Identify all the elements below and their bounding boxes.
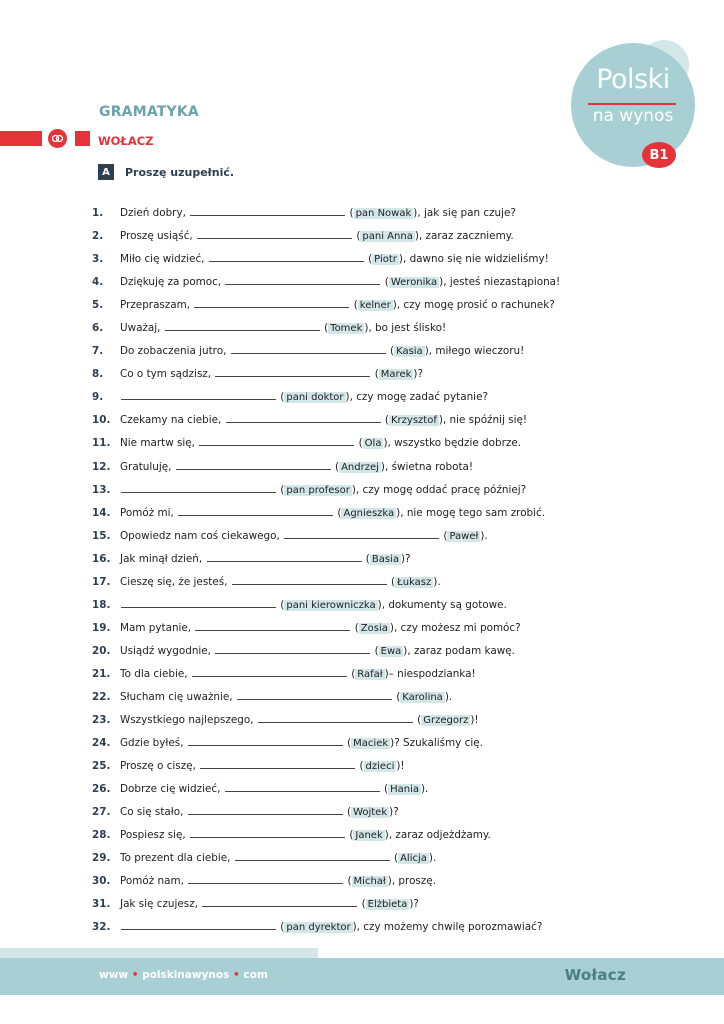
answer-blank[interactable] (225, 275, 380, 285)
exercise-row: 29. To prezent dla ciebie, ( Alicja ) . (92, 852, 437, 865)
exercise-hint: Grzegorz (423, 715, 469, 727)
exercise-hint: Alicja (400, 853, 427, 865)
exercise-row: 30. Pomóż nam, ( Michał ) , proszę. (92, 875, 436, 888)
exercise-text-after: . (448, 690, 453, 703)
exercise-text-before: Mam pytanie, (120, 621, 192, 634)
exercise-hint: pani kierowniczka (286, 599, 376, 611)
exercise-text-after: , proszę. (391, 875, 436, 888)
footer-light-band (0, 948, 318, 958)
exercise-text-after: , czy możesz mi pomóc? (393, 621, 521, 634)
exercise-hint: Tomek (330, 323, 363, 335)
exercise-text-before: Dzień dobry, (120, 207, 186, 219)
exercise-number: 27. (92, 806, 111, 819)
exercise-row: 20. Usiądź wygodnie, ( Ewa ) , zaraz podam kawę. (92, 644, 515, 657)
exercise-number: 18. (92, 598, 111, 611)
red-accent-bar (0, 131, 42, 146)
exercise-hint: Elżbieta (367, 899, 408, 911)
exercise-text-after: , zaraz podam kawę. (407, 644, 515, 657)
exercise-text-before: Proszę usiąść, (120, 230, 193, 243)
exercise-row: 14. Pomóż mi, ( Agnieszka ) , nie mogę tego sam zrobić. (92, 506, 546, 519)
answer-blank[interactable] (226, 413, 381, 423)
exercise-text-before: Pomóż mi, (120, 506, 174, 519)
footer-url-separator: • (233, 969, 240, 981)
exercise-number: 10. (92, 414, 111, 427)
exercise-row: 11. Nie martw się, ( Ola ) , wszystko będzie dobrze. (92, 437, 522, 450)
exercise-number: 31. (92, 898, 111, 911)
exercise-text-before: Cieszę się, że jesteś, (120, 575, 228, 588)
answer-blank[interactable] (121, 598, 276, 608)
exercise-hint: Zosia (360, 622, 388, 634)
exercise-row: 21. To dla ciebie, ( Rafał ) – niespodzianka! (92, 667, 476, 680)
exercise-row: 1. Dzień dobry, ( pan Nowak ) , jak się pan czuje? (92, 207, 516, 219)
exercise-text-before: Co o tym sądzisz, (120, 368, 212, 381)
exercise-row: 17. Cieszę się, że jesteś, ( Łukasz ) . (92, 575, 441, 588)
exercise-hint: Piotr (374, 254, 397, 266)
footer-url-tld: com (243, 969, 268, 981)
exercise-text-after: , czy mogę zadać pytanie? (349, 391, 488, 404)
exercise-number: 29. (92, 852, 111, 865)
exercise-number: 28. (92, 829, 111, 842)
exercise-row: 25. Proszę o ciszę, ( dzieci ) ! (92, 760, 405, 773)
answer-blank[interactable] (197, 229, 352, 239)
answer-blank[interactable] (192, 667, 347, 677)
exercise-number: 11. (92, 437, 111, 450)
exercise-text-before: Miło cię widzieć, (120, 253, 205, 266)
exercise-text-after: , czy mogę oddać pracę później? (355, 483, 527, 496)
exercise-text-after: , czy możemy chwilę porozmawiać? (356, 921, 543, 934)
exercise-hint: dzieci (365, 761, 395, 773)
exercise-row: 28. Pospiesz się, ( Janek ) , zaraz odjeżdżamy. (92, 829, 491, 842)
logo-circle (571, 43, 695, 167)
exercise-text-before: Do zobaczenia jutro, (120, 345, 227, 358)
exercise-text-before: To dla ciebie, (120, 667, 188, 680)
exercise-text-before: Pomóż nam, (120, 875, 184, 888)
exercise-text-after: , bo jest ślisko! (368, 322, 447, 335)
exercise-text-after: , zaraz odjeżdżamy. (388, 829, 491, 842)
exercise-number: 5. (92, 299, 104, 312)
exercise-row: 18. ( pani kierowniczka ) , dokumenty są gotowe. (92, 598, 507, 611)
exercise-text-before: Co się stało, (120, 806, 184, 819)
answer-blank[interactable] (235, 851, 390, 861)
exercise-row: 8. Co o tym sądzisz, ( Marek ) ? (92, 368, 423, 381)
answer-blank[interactable] (200, 759, 355, 769)
exercise-row: 4. Dziękuję za pomoc, ( Weronika ) , jesteś niezastąpiona! (92, 276, 561, 289)
exercise-text-before: Gdzie byłeś, (120, 737, 184, 750)
exercise-text-after: ! (400, 760, 405, 773)
exercise-hint: Basia (371, 553, 399, 565)
exercise-text-after: , świetna robota! (384, 460, 474, 473)
answer-blank[interactable] (237, 690, 392, 700)
exercise-number: 24. (92, 737, 111, 750)
exercise-hint: Łukasz (397, 576, 432, 588)
exercise-number: 23. (92, 714, 111, 727)
exercise-hint: pan profesor (286, 484, 350, 496)
exercise-number: 17. (92, 575, 111, 588)
section-title: GRAMATYKA (99, 104, 199, 120)
exercise-hint: Kasia (396, 346, 423, 358)
exercise-hint: pani doktor (286, 392, 344, 404)
topic-subtitle: WOŁACZ (98, 134, 154, 148)
exercise-hint: Marek (380, 369, 412, 381)
exercise-text-after: ? (393, 806, 399, 819)
answer-blank[interactable] (188, 805, 343, 815)
exercise-row: 27. Co się stało, ( Wojtek ) ? (92, 806, 399, 819)
exercise-text-after: . (425, 783, 429, 796)
exercise-row: 23. Wszystkiego najlepszego, ( Grzegorz ) ! (92, 714, 479, 727)
exercise-text-before: Usiądź wygodnie, (120, 644, 211, 657)
exercise-hint: Hania (390, 784, 419, 796)
exercise-number: 21. (92, 667, 111, 680)
exercise-hint: Andrzej (341, 461, 379, 473)
exercise-text-after: , nie spóźnij się! (442, 414, 528, 427)
footer-url[interactable] (99, 969, 268, 981)
exercise-row: 6. Uważaj, ( Tomek ) , bo jest ślisko! (92, 322, 447, 335)
answer-blank[interactable] (188, 874, 343, 884)
exercise-row: 16. Jak minął dzień, ( Basia ) ? (92, 552, 411, 565)
exercise-text-before: Dobrze cię widzieć, (120, 783, 221, 796)
exercise-hint: pan dyrektor (286, 922, 351, 934)
exercise-hint: Krzysztof (390, 415, 437, 427)
exercise-row: 10. Czekamy na ciebie, ( Krzysztof ) , nie spóźnij się! (92, 414, 528, 427)
exercise-number: 20. (92, 644, 111, 657)
exercise-row: 15. Opowiedz nam coś ciekawego, ( Paweł ) . (92, 529, 488, 542)
exercise-hint: Rafał (357, 668, 383, 680)
exercise-text-after: – niespodzianka! (388, 667, 476, 680)
exercise-number: 4. (92, 276, 104, 289)
exercise-hint: Ewa (380, 645, 402, 657)
exercise-hint: Maciek (353, 738, 389, 750)
answer-blank[interactable] (121, 390, 276, 400)
footer-topic: Wołacz (564, 966, 626, 984)
exercise-text-after: , zaraz zaczniemy. (418, 230, 514, 243)
footer-url-separator: • (131, 969, 139, 981)
exercise-hint: Ola (364, 438, 382, 450)
exercise-number: 2. (92, 230, 104, 243)
exercise-list (92, 206, 702, 944)
exercise-text-before: Wszystkiego najlepszego, (120, 714, 254, 727)
topic-icon (48, 129, 67, 148)
answer-blank[interactable] (258, 713, 413, 723)
exercise-text-before: Jak się czujesz, (120, 898, 198, 911)
exercise-hint: pan Nowak (355, 208, 412, 219)
footer-url-domain: polskinawynos (142, 969, 230, 981)
exercise-number: 30. (92, 875, 111, 888)
red-accent-square (75, 131, 90, 146)
exercise-text-before: To prezent dla ciebie, (120, 852, 231, 865)
answer-blank[interactable] (195, 621, 350, 631)
exercise-row: 24. Gdzie byłeś, ( Maciek ) ? Szukaliśmy cię. (92, 737, 483, 750)
exercise-number: 7. (92, 345, 104, 358)
exercise-number: 13. (92, 483, 111, 496)
exercise-row: 26. Dobrze cię widzieć, ( Hania ) . (92, 783, 429, 796)
exercise-text-before: Czekamy na ciebie, (120, 414, 222, 427)
exercise-text-after: , miłego wieczoru! (428, 345, 525, 358)
exercise-text-before: Opowiedz nam coś ciekawego, (120, 529, 280, 542)
exercise-number: 3. (92, 253, 104, 266)
exercise-text-before: Proszę o ciszę, (120, 760, 196, 773)
exercise-row: 19. Mam pytanie, ( Zosia ) , czy możesz mi pomóc? (92, 621, 521, 634)
answer-blank[interactable] (121, 483, 276, 493)
exercise-number: 9. (92, 391, 104, 404)
answer-blank[interactable] (194, 298, 349, 308)
exercise-text-after: , nie mogę tego sam zrobić. (400, 506, 546, 519)
answer-blank[interactable] (202, 897, 357, 907)
exercise-number: 8. (92, 368, 104, 381)
logo-subtitle: na wynos (592, 106, 674, 126)
exercise-number: 1. (92, 207, 104, 219)
exercise-text-after: ? (417, 368, 423, 381)
exercise-number: 19. (92, 621, 111, 634)
exercise-row: 7. Do zobaczenia jutro, ( Kasia ) , miłego wieczoru! (92, 345, 525, 358)
exercise-text-after: ? Szukaliśmy cię. (394, 737, 483, 750)
level-badge: B1 (642, 142, 676, 168)
exercise-text-before: Gratuluję, (120, 460, 172, 473)
exercise-text-before: Jak minął dzień, (120, 552, 203, 565)
answer-blank[interactable] (190, 206, 345, 216)
answer-blank[interactable] (178, 506, 333, 516)
exercise-text-after: , dokumenty są gotowe. (381, 598, 507, 611)
exercise-text-before: Pospiesz się, (120, 829, 186, 842)
exercise-text-after: ! (474, 714, 479, 727)
answer-blank[interactable] (190, 828, 345, 838)
exercise-hint: Weronika (390, 277, 438, 289)
exercise-number: 14. (92, 506, 111, 519)
exercise-number: 25. (92, 760, 111, 773)
exercise-number: 6. (92, 322, 104, 335)
instruction-badge: A (98, 164, 114, 180)
answer-blank[interactable] (284, 529, 439, 539)
answer-blank[interactable] (176, 460, 331, 470)
exercise-number: 15. (92, 529, 111, 542)
exercise-text-after: , jesteś niezastąpiona! (443, 276, 561, 289)
grammar-icon (51, 132, 64, 145)
exercise-hint: Janek (355, 830, 383, 842)
exercise-text-after: , jak się pan czuje? (417, 207, 516, 219)
exercise-hint: Karolina (402, 691, 443, 703)
answer-blank[interactable] (231, 344, 386, 354)
exercise-row: 31. Jak się czujesz, ( Elżbieta ) ? (92, 898, 419, 911)
answer-blank[interactable] (215, 367, 370, 377)
exercise-number: 16. (92, 552, 111, 565)
exercise-row: 12. Gratuluję, ( Andrzej ) , świetna robota! (92, 460, 474, 473)
answer-blank[interactable] (188, 736, 343, 746)
exercise-row: 3. Miło cię widzieć, ( Piotr ) , dawno się nie widzieliśmy! (92, 253, 549, 266)
exercise-number: 32. (92, 921, 111, 934)
exercise-number: 22. (92, 690, 111, 703)
exercise-row: 32. ( pan dyrektor ) , czy możemy chwilę porozmawiać? (92, 921, 543, 934)
exercise-hint: Agnieszka (343, 507, 395, 519)
logo-underline (588, 103, 676, 105)
answer-blank[interactable] (232, 575, 387, 585)
exercise-text-before: Przepraszam, (120, 299, 191, 312)
exercise-text-after: , dawno się nie widzieliśmy! (402, 253, 549, 266)
exercise-text-after: , wszystko będzie dobrze. (387, 437, 522, 450)
answer-blank[interactable] (165, 321, 320, 331)
answer-blank[interactable] (199, 436, 354, 446)
exercise-text-after: . (484, 529, 488, 542)
exercise-text-after: , czy mogę prosić o rachunek? (396, 299, 555, 312)
exercise-text-before: Słucham cię uważnie, (120, 690, 233, 703)
logo-title: Polski (596, 64, 670, 95)
exercise-row: 5. Przepraszam, ( kelner ) , czy mogę prosić o rachunek? (92, 299, 555, 312)
exercise-text-after: . (432, 852, 437, 865)
exercise-number: 26. (92, 783, 111, 796)
exercise-row: 22. Słucham cię uważnie, ( Karolina ) . (92, 690, 453, 703)
exercise-hint: Wojtek (353, 807, 388, 819)
exercise-row: 9. ( pani doktor ) , czy mogę zadać pytanie? (92, 391, 488, 404)
answer-blank[interactable] (215, 644, 370, 654)
exercise-text-after: . (437, 575, 441, 588)
footer-url-www: www (99, 969, 129, 981)
exercise-text-after: ? (405, 552, 411, 565)
exercise-text-before: Uważaj, (120, 322, 161, 335)
exercise-row: 13. ( pan profesor ) , czy mogę oddać pracę później? (92, 483, 527, 496)
answer-blank[interactable] (209, 252, 364, 262)
exercise-hint: Paweł (449, 530, 479, 542)
exercise-hint: Michał (353, 876, 386, 888)
answer-blank[interactable] (207, 552, 362, 562)
instruction-text: Proszę uzupełnić. (125, 166, 235, 179)
exercise-hint: pani Anna (362, 231, 413, 243)
exercise-row: 2. Proszę usiąść, ( pani Anna ) , zaraz zaczniemy. (92, 230, 514, 243)
exercise-text-before: Dziękuję za pomoc, (120, 276, 222, 289)
exercise-number: 12. (92, 460, 111, 473)
exercise-hint: kelner (359, 300, 391, 312)
answer-blank[interactable] (121, 920, 276, 930)
exercise-text-after: ? (413, 898, 419, 911)
answer-blank[interactable] (225, 782, 380, 792)
exercise-text-before: Nie martw się, (120, 437, 195, 450)
